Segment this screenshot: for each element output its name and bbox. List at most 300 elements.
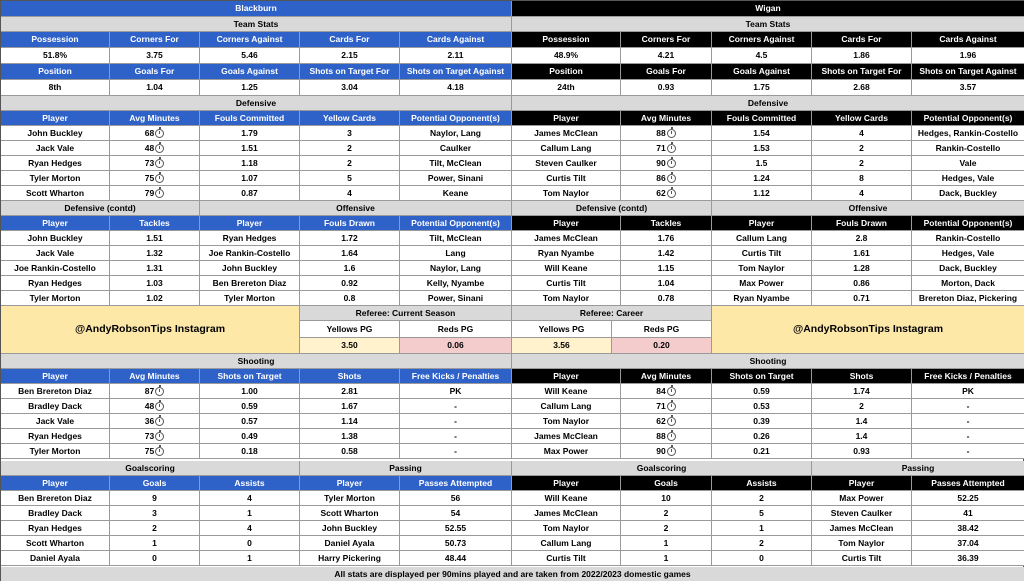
left-off-cell	[200, 276, 300, 291]
right-goal-cell	[712, 506, 812, 521]
right-defc-cell-text: 1.04	[657, 277, 675, 288]
left-shoot-cell-text: Ryan Hedges	[28, 430, 82, 441]
left-goal-cell-text: 0	[247, 537, 252, 548]
left-defc-cell	[110, 291, 200, 306]
right-stat-label	[812, 32, 912, 48]
left-off-cell	[300, 276, 400, 291]
left-off-cell	[400, 276, 512, 291]
right-pass-cell	[812, 536, 912, 551]
left-off-cell	[300, 246, 400, 261]
right-shoot-cell-text: 0.39	[753, 415, 770, 426]
stopwatch-icon	[667, 129, 676, 138]
right-def-cell	[912, 171, 1024, 186]
right-stat-value-text: 24th	[557, 82, 575, 93]
left-goal-col-header	[200, 476, 300, 491]
left-off-cell-text: Tyler Morton	[224, 292, 275, 303]
left-goal-cell	[1, 506, 110, 521]
right-off-cell-text: Max Power	[739, 277, 784, 288]
left-off-col-header-text: Fouls Drawn	[323, 217, 375, 228]
left-off-col-header	[200, 216, 300, 231]
left-shoot-cell	[200, 444, 300, 459]
ref-career-col	[612, 321, 712, 338]
left-def-cell-text: Jack Vale	[35, 142, 75, 153]
left-def-cell	[110, 126, 200, 141]
right-def-cell	[712, 141, 812, 156]
right-stat-label	[512, 64, 621, 80]
right-defc-col-header-text: Player	[553, 217, 579, 228]
right-pass-cell-text: 38.42	[957, 522, 979, 533]
left-team-name-text: Blackburn	[235, 3, 277, 14]
left-stat-value-text: 2.11	[447, 50, 464, 61]
left-pass-cell	[400, 506, 512, 521]
ref-career-reds	[612, 338, 712, 354]
left-goal-cell	[110, 491, 200, 506]
left-defc-cell	[1, 246, 110, 261]
left-pass-cell	[300, 521, 400, 536]
left-stat-value-text: 1.04	[146, 82, 163, 93]
left-goal-cell-text: Ben Brereton Diaz	[18, 492, 92, 503]
left-stat-value	[1, 48, 110, 64]
left-off-col-header-text: Potential Opponent(s)	[411, 217, 500, 228]
right-goal-cell-text: Will Keane	[544, 492, 588, 503]
left-def-cell	[300, 126, 400, 141]
right-passing-header-text: Passing	[901, 462, 935, 473]
ref-career-col-text: Reds PG	[643, 323, 680, 334]
right-off-cell	[712, 291, 812, 306]
right-defc-cell-text: 1.15	[657, 262, 675, 273]
right-goal-cell	[621, 551, 712, 566]
right-shoot-cell	[812, 444, 912, 459]
right-shoot-cell-text: -	[966, 430, 970, 441]
left-def-cell	[200, 141, 300, 156]
left-shoot-col-header-text: Free Kicks / Penalties	[411, 370, 500, 381]
right-off-cell-text: Curtis Tilt	[741, 247, 782, 258]
left-off-cell	[400, 246, 512, 261]
left-pass-cell-text: 48.44	[444, 552, 467, 563]
right-shoot-cell-text: PK	[962, 385, 974, 396]
left-def-cell-text: 1.79	[241, 127, 258, 138]
right-def-cell-text: 1.24	[753, 172, 770, 183]
left-defensive-header-text: Defensive	[235, 97, 277, 108]
left-stat-label	[1, 64, 110, 80]
left-def-cell-text: 0.87	[241, 187, 258, 198]
right-off-cell-text: 1.28	[853, 262, 870, 273]
right-def-cell-text: 1.5	[755, 157, 768, 168]
right-def-cell	[812, 126, 912, 141]
left-goal-cell-text: Bradley Dack	[28, 507, 82, 518]
right-pass-cell	[912, 491, 1024, 506]
right-def-cell-text: 8	[859, 172, 864, 183]
right-shoot-cell	[621, 429, 712, 444]
left-def-cell-text: 75	[144, 172, 155, 183]
right-stat-value	[621, 80, 712, 96]
left-goal-col-header	[1, 476, 110, 491]
right-off-cell	[812, 261, 912, 276]
left-shoot-col-header	[110, 369, 200, 384]
left-def-col-header	[400, 111, 512, 126]
right-defensive-contd-header	[512, 201, 712, 216]
right-shoot-cell	[812, 429, 912, 444]
left-goalscoring-header-text: Goalscoring	[125, 462, 175, 473]
right-shoot-cell-text: Will Keane	[544, 385, 588, 396]
right-def-cell-text: Hedges, Rankin-Costello	[917, 127, 1019, 138]
left-shoot-col-header	[300, 369, 400, 384]
left-stat-label-text: Goals For	[134, 66, 175, 77]
stopwatch-icon	[667, 432, 676, 441]
stopwatch-icon	[155, 159, 164, 168]
right-def-cell	[621, 126, 712, 141]
right-def-col-header-text: Fouls Committed	[726, 112, 797, 123]
left-off-cell-text: Tilt, McClean	[429, 232, 482, 243]
left-off-cell	[300, 231, 400, 246]
right-pass-cell-text: Max Power	[839, 492, 884, 503]
right-goal-col-header	[512, 476, 621, 491]
right-defc-cell	[621, 231, 712, 246]
right-stat-label	[712, 32, 812, 48]
left-goal-cell-text: Daniel Ayala	[30, 552, 80, 563]
right-stat-value-text: 0.93	[657, 82, 675, 93]
left-off-cell-text: 1.6	[343, 262, 356, 273]
right-shoot-cell	[512, 444, 621, 459]
left-defc-cell	[1, 276, 110, 291]
right-off-cell	[912, 231, 1024, 246]
right-stat-value-text: 48.9%	[553, 50, 579, 61]
right-shoot-cell-text: 88	[656, 430, 666, 441]
stopwatch-icon	[155, 417, 164, 426]
right-stat-value-text: 2.68	[853, 82, 870, 93]
right-def-col-header-text: Avg Minutes	[640, 112, 692, 123]
left-pass-cell	[400, 521, 512, 536]
stopwatch-icon	[667, 189, 676, 198]
left-shoot-cell	[110, 399, 200, 414]
left-def-cell	[400, 171, 512, 186]
right-def-cell-text: James McClean	[534, 127, 598, 138]
left-goal-cell	[110, 506, 200, 521]
right-goal-cell	[712, 491, 812, 506]
left-pass-col-header-text: Passes Attempted	[418, 477, 493, 488]
right-shoot-cell	[621, 444, 712, 459]
left-def-cell-text: 1.07	[241, 172, 258, 183]
right-off-cell	[812, 291, 912, 306]
left-goal-cell-text: Scott Wharton	[25, 537, 85, 548]
left-def-cell	[1, 141, 110, 156]
right-pass-col-header	[912, 476, 1024, 491]
right-def-cell	[621, 141, 712, 156]
right-def-col-header-text: Yellow Cards	[835, 112, 888, 123]
left-shoot-cell-text: -	[454, 445, 457, 456]
right-goal-cell	[512, 491, 621, 506]
left-def-cell-text: Caulker	[439, 142, 472, 153]
right-pass-cell	[812, 551, 912, 566]
left-shoot-cell	[300, 429, 400, 444]
ref-current-reds	[400, 338, 512, 354]
left-shoot-cell-text: 73	[144, 430, 155, 441]
left-def-cell	[200, 171, 300, 186]
left-pass-cell	[300, 536, 400, 551]
left-goal-cell	[200, 536, 300, 551]
left-def-cell	[300, 141, 400, 156]
left-stat-label	[200, 64, 300, 80]
left-goal-cell	[1, 551, 110, 566]
right-shoot-cell-text: 0.53	[753, 400, 770, 411]
right-stat-value-text: 4.5	[755, 50, 768, 61]
right-goal-cell-text: 1	[759, 522, 764, 533]
left-def-cell-text: Keane	[442, 187, 469, 198]
right-def-cell	[812, 156, 912, 171]
left-def-col-header	[300, 111, 400, 126]
left-shoot-cell	[200, 414, 300, 429]
right-shoot-cell-text: 62	[656, 415, 666, 426]
right-stat-value	[712, 48, 812, 64]
right-goal-cell-text: 10	[661, 492, 671, 503]
right-off-col-header-text: Potential Opponent(s)	[923, 217, 1013, 228]
right-shoot-col-header	[621, 369, 712, 384]
right-def-col-header-text: Potential Opponent(s)	[923, 112, 1013, 123]
right-pass-cell-text: Tom Naylor	[838, 537, 885, 548]
left-pass-col-header-text: Player	[336, 477, 363, 488]
right-team-name	[512, 1, 1024, 17]
left-shoot-cell-text: 0.58	[341, 445, 358, 456]
right-defc-cell	[512, 246, 621, 261]
left-stat-label	[1, 32, 110, 48]
right-stat-label	[621, 64, 712, 80]
right-shoot-cell-text: 71	[656, 400, 666, 411]
right-stat-label-text: Shots on Target Against	[919, 66, 1017, 77]
right-shoot-cell-text: 1.4	[855, 415, 868, 426]
left-off-cell-text: Ben Brereton Diaz	[212, 277, 287, 288]
left-off-cell-text: Lang	[445, 247, 466, 258]
right-shoot-cell-text: 0.26	[753, 430, 770, 441]
left-goal-col-header-text: Player	[42, 477, 68, 488]
left-shoot-cell	[1, 384, 110, 399]
right-stat-label-text: Goals Against	[733, 66, 790, 77]
left-stat-value-text: 5.46	[241, 50, 258, 61]
right-offensive-header-text: Offensive	[848, 202, 888, 213]
right-def-cell	[512, 141, 621, 156]
left-def-cell-text: Ryan Hedges	[28, 157, 82, 168]
right-goal-cell	[512, 551, 621, 566]
left-shoot-cell	[110, 444, 200, 459]
right-goal-col-header	[621, 476, 712, 491]
right-defc-cell	[621, 276, 712, 291]
right-goal-cell-text: 0	[759, 552, 764, 563]
right-goal-cell	[621, 521, 712, 536]
right-off-col-header-text: Fouls Drawn	[835, 217, 887, 228]
left-shooting-header	[1, 354, 512, 369]
right-shoot-cell-text: James McClean	[534, 430, 598, 441]
left-stat-label	[400, 32, 512, 48]
right-defc-cell-text: Will Keane	[544, 262, 588, 273]
left-stat-label-text: Possession	[31, 34, 79, 45]
left-defc-cell-text: 1.51	[146, 232, 163, 243]
right-def-cell	[812, 186, 912, 201]
right-shoot-cell	[712, 444, 812, 459]
left-def-cell	[110, 186, 200, 201]
left-stat-value	[200, 80, 300, 96]
stopwatch-icon	[155, 402, 164, 411]
ref-current-yellows-text: 3.50	[341, 340, 358, 351]
right-shoot-cell-text: -	[966, 400, 970, 411]
right-goal-cell	[512, 506, 621, 521]
left-goal-cell-text: 4	[247, 492, 252, 503]
left-goal-cell-text: 4	[247, 522, 252, 533]
right-pass-col-header-text: Passes Attempted	[931, 477, 1005, 488]
left-stat-value	[200, 48, 300, 64]
right-def-cell-text: Steven Caulker	[535, 157, 597, 168]
left-shoot-cell-text: 1.00	[241, 385, 258, 396]
left-goal-cell-text: 1	[247, 507, 252, 518]
right-goal-cell-text: Tom Naylor	[542, 522, 590, 533]
left-goal-cell	[200, 551, 300, 566]
right-stat-label-text: Cards For	[841, 34, 882, 45]
left-off-cell	[200, 246, 300, 261]
left-stat-label-text: Corners Against	[216, 34, 283, 45]
left-shoot-cell-text: -	[454, 400, 457, 411]
stopwatch-icon	[155, 189, 164, 198]
right-def-cell	[712, 171, 812, 186]
right-stat-label-text: Corners Against	[728, 34, 795, 45]
right-shoot-cell	[512, 399, 621, 414]
left-shoot-cell-text: Bradley Dack	[28, 400, 82, 411]
left-defc-cell	[110, 276, 200, 291]
right-stat-label	[812, 64, 912, 80]
left-goal-cell	[110, 551, 200, 566]
left-shoot-cell-text: -	[454, 415, 457, 426]
right-goal-cell-text: 1	[663, 552, 669, 563]
right-shoot-cell	[912, 414, 1024, 429]
right-def-cell	[712, 186, 812, 201]
left-shoot-col-header-text: Shots on Target	[217, 370, 282, 381]
left-shoot-col-header-text: Shots	[337, 370, 362, 381]
right-stat-label	[621, 32, 712, 48]
left-shoot-cell-text: PK	[449, 385, 462, 396]
ref-current-col-text: Reds PG	[437, 323, 474, 334]
right-defc-cell	[621, 246, 712, 261]
left-defc-cell-text: 1.32	[146, 247, 163, 258]
right-off-cell	[812, 231, 912, 246]
right-pass-cell-text: 52.25	[957, 492, 979, 503]
right-def-col-header	[512, 111, 621, 126]
left-stat-label	[110, 32, 200, 48]
right-goal-cell	[621, 536, 712, 551]
ref-current-col	[400, 321, 512, 338]
ref-career-col	[512, 321, 612, 338]
right-def-cell	[912, 156, 1024, 171]
left-shoot-cell	[400, 399, 512, 414]
right-shoot-cell	[812, 414, 912, 429]
right-goal-cell	[712, 521, 812, 536]
right-team-name-text: Wigan	[755, 3, 781, 14]
left-passing-header	[300, 461, 512, 476]
left-shoot-cell	[300, 384, 400, 399]
right-def-col-header	[621, 111, 712, 126]
left-shoot-cell	[300, 444, 400, 459]
ref-career-reds-text: 0.20	[653, 340, 670, 351]
left-stat-value-text: 8th	[48, 82, 62, 93]
right-defc-cell-text: Ryan Nyambe	[537, 247, 595, 258]
left-off-cell-text: Kelly, Nyambe	[426, 277, 485, 288]
left-shoot-cell	[1, 414, 110, 429]
left-defc-cell-text: Joe Rankin-Costello	[14, 262, 96, 273]
left-def-cell-text: 73	[144, 157, 155, 168]
left-def-cell-text: Naylor, Lang	[429, 127, 481, 138]
right-defensive-header-text: Defensive	[747, 97, 789, 108]
left-shoot-col-header-text: Avg Minutes	[129, 370, 180, 381]
stopwatch-icon	[155, 144, 164, 153]
right-goal-col-header-text: Goals	[654, 477, 678, 488]
right-shoot-cell-text: 1.74	[853, 385, 870, 396]
right-stat-value-text: 1.75	[753, 82, 770, 93]
left-shoot-cell	[200, 384, 300, 399]
left-def-cell-text: Scott Wharton	[25, 187, 85, 198]
left-shoot-cell-text: 0.49	[241, 430, 258, 441]
right-off-cell-text: Hedges, Vale	[941, 247, 995, 258]
left-shoot-cell-text: 87	[144, 385, 155, 396]
left-off-cell-text: 0.92	[341, 277, 358, 288]
right-off-cell-text: Rankin-Costello	[935, 232, 1001, 243]
right-shoot-cell-text: 0.93	[853, 445, 870, 456]
left-goal-cell-text: 9	[152, 492, 157, 503]
referee-current-header	[300, 306, 512, 321]
right-def-cell	[512, 171, 621, 186]
right-off-cell	[912, 246, 1024, 261]
right-off-cell-text: 1.61	[853, 247, 870, 258]
right-goal-cell	[512, 536, 621, 551]
left-shoot-cell	[200, 399, 300, 414]
right-def-cell-text: 90	[656, 157, 666, 168]
left-defc-col-header-text: Tackles	[139, 217, 170, 228]
right-stat-value	[812, 80, 912, 96]
left-defc-col-header	[110, 216, 200, 231]
right-def-col-header	[812, 111, 912, 126]
right-off-cell	[912, 261, 1024, 276]
left-def-cell-text: 1.51	[241, 142, 258, 153]
left-def-cell	[300, 156, 400, 171]
right-shoot-cell-text: 2	[859, 400, 864, 411]
right-shoot-col-header	[512, 369, 621, 384]
right-def-cell-text: 1.54	[753, 127, 770, 138]
right-shoot-cell	[621, 399, 712, 414]
left-goal-col-header	[110, 476, 200, 491]
right-off-cell	[712, 276, 812, 291]
right-shoot-col-header	[812, 369, 912, 384]
right-stat-value	[712, 80, 812, 96]
left-goal-cell	[1, 536, 110, 551]
left-stat-label-text: Goals Against	[221, 66, 278, 77]
right-goal-cell-text: 2	[759, 492, 764, 503]
left-stat-label-text: Corners For	[130, 34, 179, 45]
left-defc-cell	[110, 261, 200, 276]
right-defc-cell-text: 1.76	[657, 232, 675, 243]
left-pass-cell-text: Daniel Ayala	[324, 537, 375, 548]
left-pass-cell-text: 56	[450, 492, 461, 503]
right-pass-cell	[812, 491, 912, 506]
left-defc-cell-text: John Buckley	[27, 232, 83, 243]
left-team-stats-header-text: Team Stats	[233, 18, 279, 29]
right-def-cell	[621, 171, 712, 186]
left-shoot-cell-text: 48	[144, 400, 155, 411]
right-off-cell	[912, 291, 1024, 306]
left-def-cell-text: Tilt, McClean	[429, 157, 482, 168]
referee-current-header-text: Referee: Current Season	[355, 307, 456, 318]
stopwatch-icon	[667, 159, 676, 168]
right-off-col-header	[712, 216, 812, 231]
right-stat-value-text: 4.21	[657, 50, 675, 61]
left-pass-cell	[400, 536, 512, 551]
right-def-cell-text: Vale	[959, 157, 977, 168]
right-stat-label	[712, 64, 812, 80]
right-shoot-cell-text: 0.59	[753, 385, 770, 396]
